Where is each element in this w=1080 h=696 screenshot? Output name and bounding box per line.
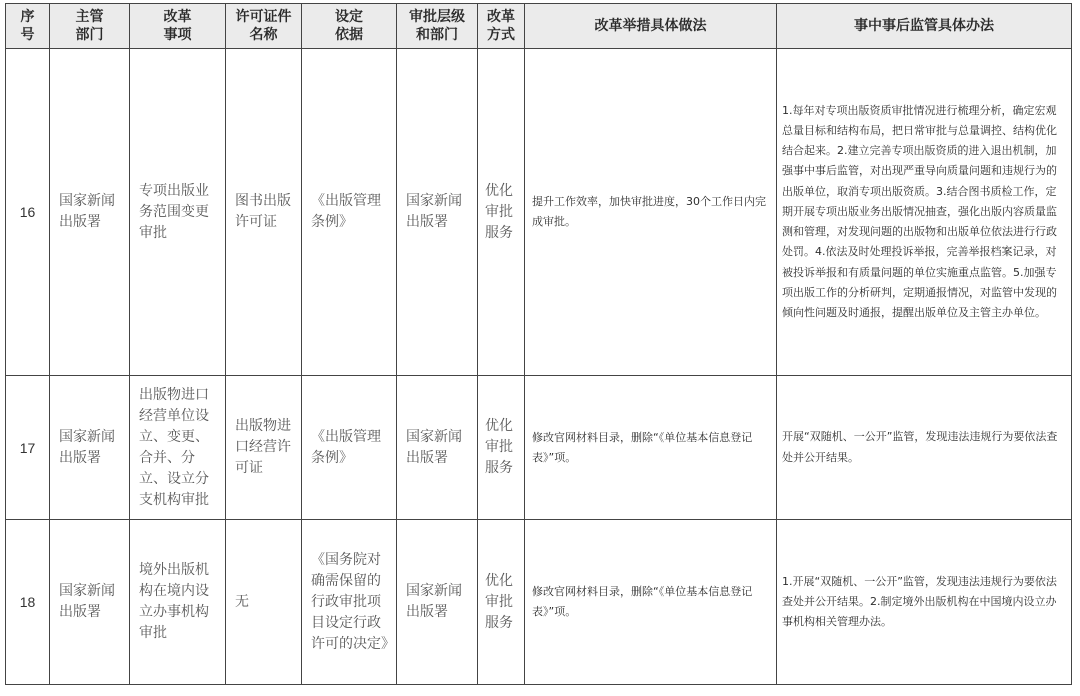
row-level: 国家新闻出版署 xyxy=(397,520,478,685)
row-supervision: 开展“双随机、一公开”监管，发现违法违规行为要依法查处并公开结果。 xyxy=(777,376,1072,520)
header-basis: 设定依据 xyxy=(302,4,397,49)
header-dept: 主管部门 xyxy=(50,4,130,49)
header-mode: 改革方式 xyxy=(478,4,525,49)
row-dept: 国家新闻出版署 xyxy=(50,520,130,685)
row-basis: 《出版管理条例》 xyxy=(302,49,397,376)
header-supervision: 事中事后监管具体办法 xyxy=(777,4,1072,49)
row-mode: 优化审批服务 xyxy=(478,376,525,520)
table-row xyxy=(6,520,1072,685)
table-row xyxy=(6,49,1072,376)
row-dept: 国家新闻出版署 xyxy=(50,49,130,376)
header-measure: 改革举措具体做法 xyxy=(525,4,777,49)
row-license: 无 xyxy=(226,520,302,685)
row-seq: 18 xyxy=(6,520,50,685)
row-license: 图书出版许可证 xyxy=(226,49,302,376)
row-item: 出版物进口经营单位设立、变更、合并、分立、设立分支机构审批 xyxy=(130,376,226,520)
header-seq: 序号 xyxy=(6,4,50,49)
row-level: 国家新闻出版署 xyxy=(397,49,478,376)
row-item: 专项出版业务范围变更审批 xyxy=(130,49,226,376)
row-supervision: 1.开展“双随机、一公开”监管，发现违法违规行为要依法查处并公开结果。2.制定境外出版机构在中国境内设立办事机构相关管理办法。 xyxy=(777,520,1072,685)
row-measure: 修改官网材料目录，删除“《单位基本信息登记表》”项。 xyxy=(525,520,777,685)
row-level: 国家新闻出版署 xyxy=(397,376,478,520)
row-mode: 优化审批服务 xyxy=(478,520,525,685)
row-measure: 修改官网材料目录，删除“《单位基本信息登记表》”项。 xyxy=(525,376,777,520)
header-license: 许可证件名称 xyxy=(226,4,302,49)
row-dept: 国家新闻出版署 xyxy=(50,376,130,520)
reform-table xyxy=(5,3,1072,685)
row-basis: 《出版管理条例》 xyxy=(302,376,397,520)
table-header-row xyxy=(6,4,1072,49)
row-mode: 优化审批服务 xyxy=(478,49,525,376)
row-basis: 《国务院对确需保留的行政审批项目设定行政许可的决定》 xyxy=(302,520,397,685)
row-item: 境外出版机构在境内设立办事机构审批 xyxy=(130,520,226,685)
table-row xyxy=(6,376,1072,520)
row-seq: 17 xyxy=(6,376,50,520)
row-seq: 16 xyxy=(6,49,50,376)
row-measure: 提升工作效率，加快审批进度，30个工作日内完成审批。 xyxy=(525,49,777,376)
header-item: 改革事项 xyxy=(130,4,226,49)
row-license: 出版物进口经营许可证 xyxy=(226,376,302,520)
row-supervision: 1.每年对专项出版资质审批情况进行梳理分析，确定宏观总量目标和结构布局，把日常审批与总量调控、结构优化结合起来。2.建立完善专项出版资质的进入退出机制，加强事中事后监管，对出现严重导向质量问题和违规行为的出版单位，取消专项出版资质。3.结合图书质检工作，定期开展专项出版业务出版情况抽查，强化出版内容质量监测和管理，对发现问题的出版物和出版单位依法进行行政处罚。4.依法及时处理投诉举报，完善举报档案记录，对被投诉举报和有质量问题的单位实施重点监管。5.加强专项出版工作的分析研判，定期通报情况，对监管中发现的倾向性问题及时通报，提醒出版单位及主管主办单位。 xyxy=(777,49,1072,376)
header-level: 审批层级和部门 xyxy=(397,4,478,49)
